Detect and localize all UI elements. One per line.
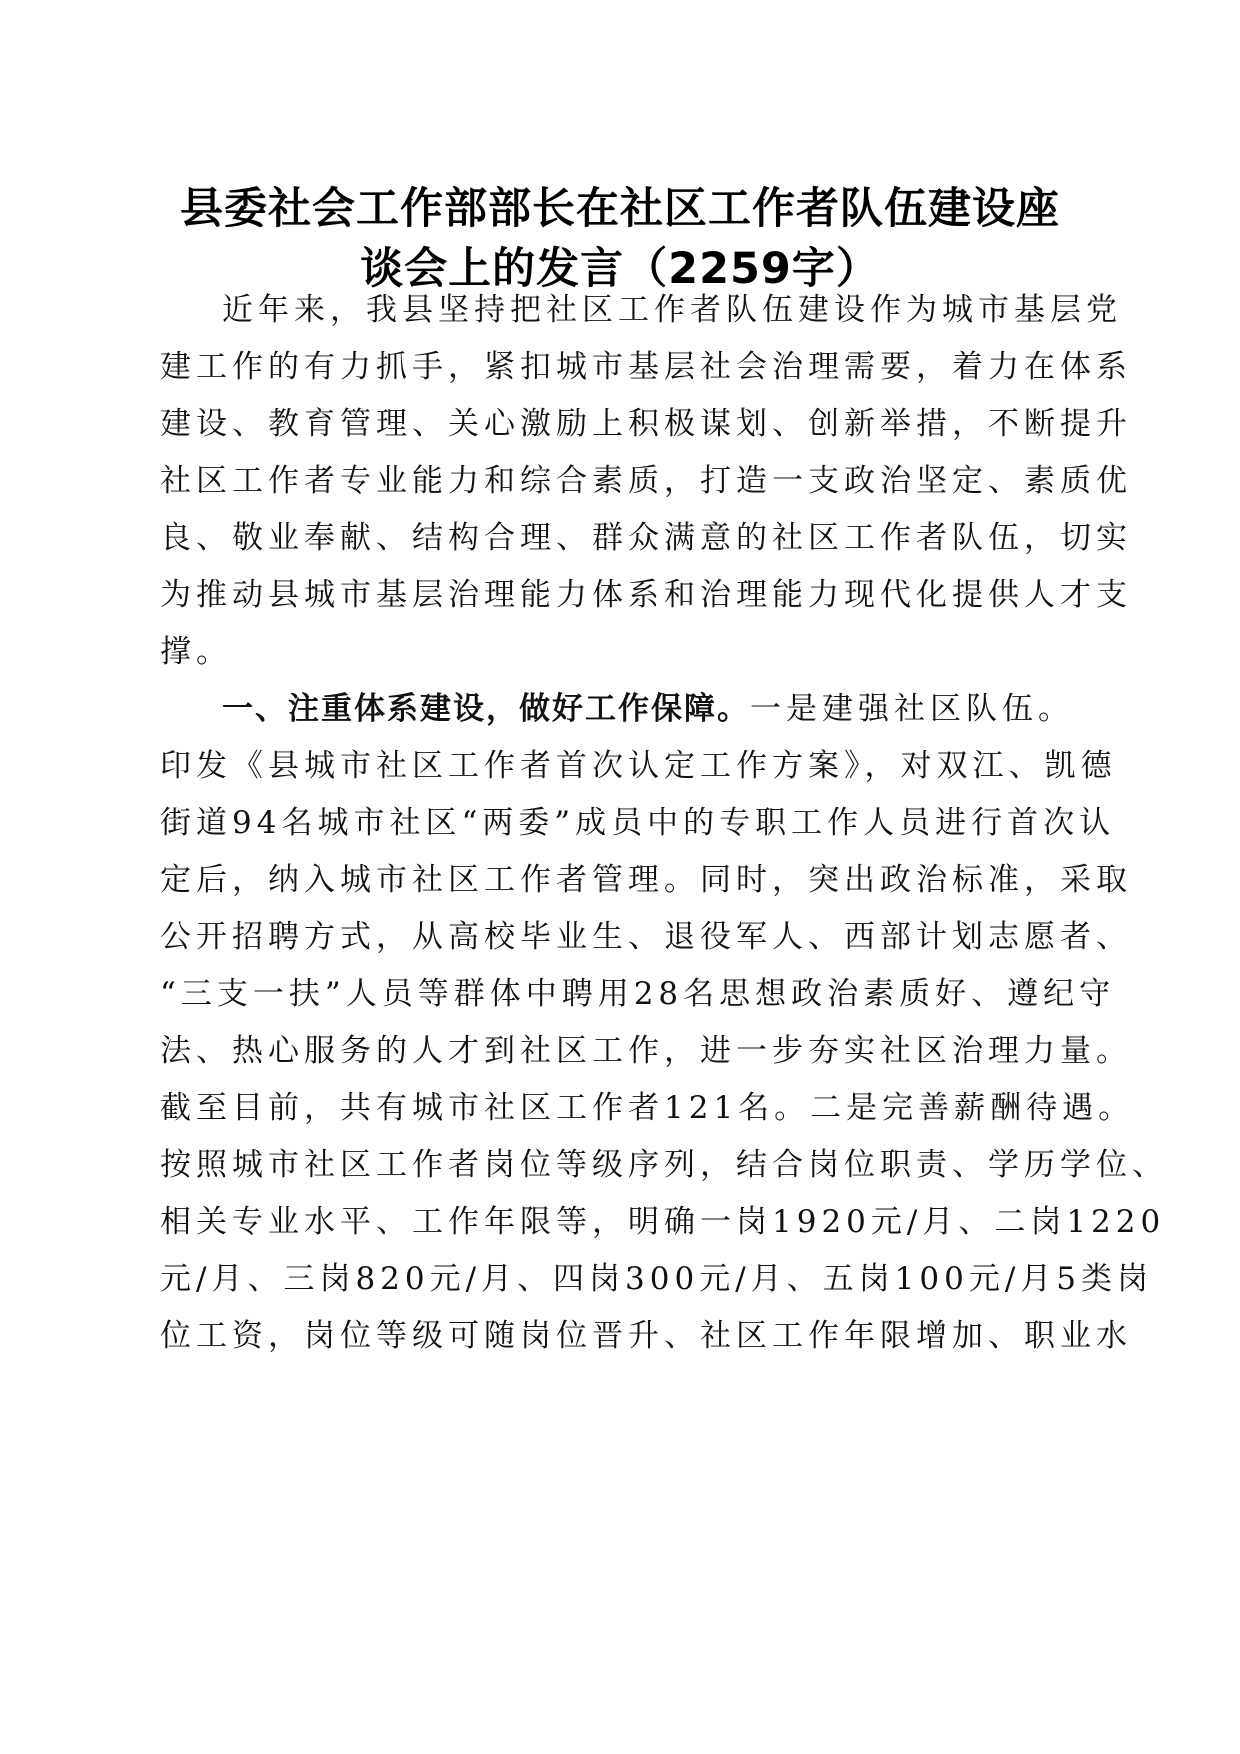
paragraph-line: “三支一扶”人员等群体中聘用28名思想政治素质好、遵纪守 — [160, 976, 1116, 1012]
paragraph-line: 法、热心服务的人才到社区工作，进一步夯实社区治理力量。 — [160, 1033, 1132, 1069]
paragraph-line: 元/月、三岗820元/月、四岗300元/月、五岗100元/月5类岗 — [160, 1261, 1154, 1297]
paragraph-line: 印发《县城市社区工作者首次认定工作方案》，对双江、凯德 — [160, 748, 1117, 784]
section-heading: 一、注重体系建设，做好工作保障。 — [222, 691, 750, 727]
paragraph-line: 按照城市社区工作者岗位等级序列，结合岗位职责、学历学位、 — [160, 1147, 1168, 1183]
paragraph-line: 定后，纳入城市社区工作者管理。同时，突出政治标准，采取 — [160, 862, 1132, 898]
paragraph-line: 相关专业水平、工作年限等，明确一岗1920元/月、二岗1220 — [160, 1204, 1166, 1240]
paragraph-line: 截至目前，共有城市社区工作者121名。二是完善薪酬待遇。 — [160, 1090, 1135, 1126]
section-heading-line — [222, 689, 1162, 729]
paragraph-line: 撑。 — [160, 634, 232, 670]
paragraph-line: 近年来，我县坚持把社区工作者队伍建设作为城市基层党 — [222, 292, 1122, 328]
paragraph-line: 建工作的有力抓手，紧扣城市基层社会治理需要，着力在体系 — [160, 349, 1132, 385]
paragraph-line: 社区工作者专业能力和综合素质，打造一支政治坚定、素质优 — [160, 463, 1132, 499]
paragraph-line: 建设、教育管理、关心激励上积极谋划、创新举措，不断提升 — [160, 406, 1132, 442]
section-first-sentence: 一是建强社区队伍。 — [750, 691, 1074, 727]
paragraph-line: 公开招聘方式，从高校毕业生、退役军人、西部计划志愿者、 — [160, 919, 1132, 955]
paragraph-line: 街道94名城市社区“两委”成员中的专职工作人员进行首次认 — [160, 805, 1116, 841]
paragraph-line: 为推动县城市基层治理能力体系和治理能力现代化提供人才支 — [160, 577, 1132, 613]
paragraph-line: 良、敬业奉献、结构合理、群众满意的社区工作者队伍，切实 — [160, 520, 1132, 556]
paragraph-line: 位工资，岗位等级可随岗位晋升、社区工作年限增加、职业水 — [160, 1318, 1132, 1354]
document-title-line-2: 谈会上的发言（2259字） — [360, 244, 880, 294]
document-title-line-1: 县委社会工作部部长在社区工作者队伍建设座 — [180, 184, 1060, 234]
